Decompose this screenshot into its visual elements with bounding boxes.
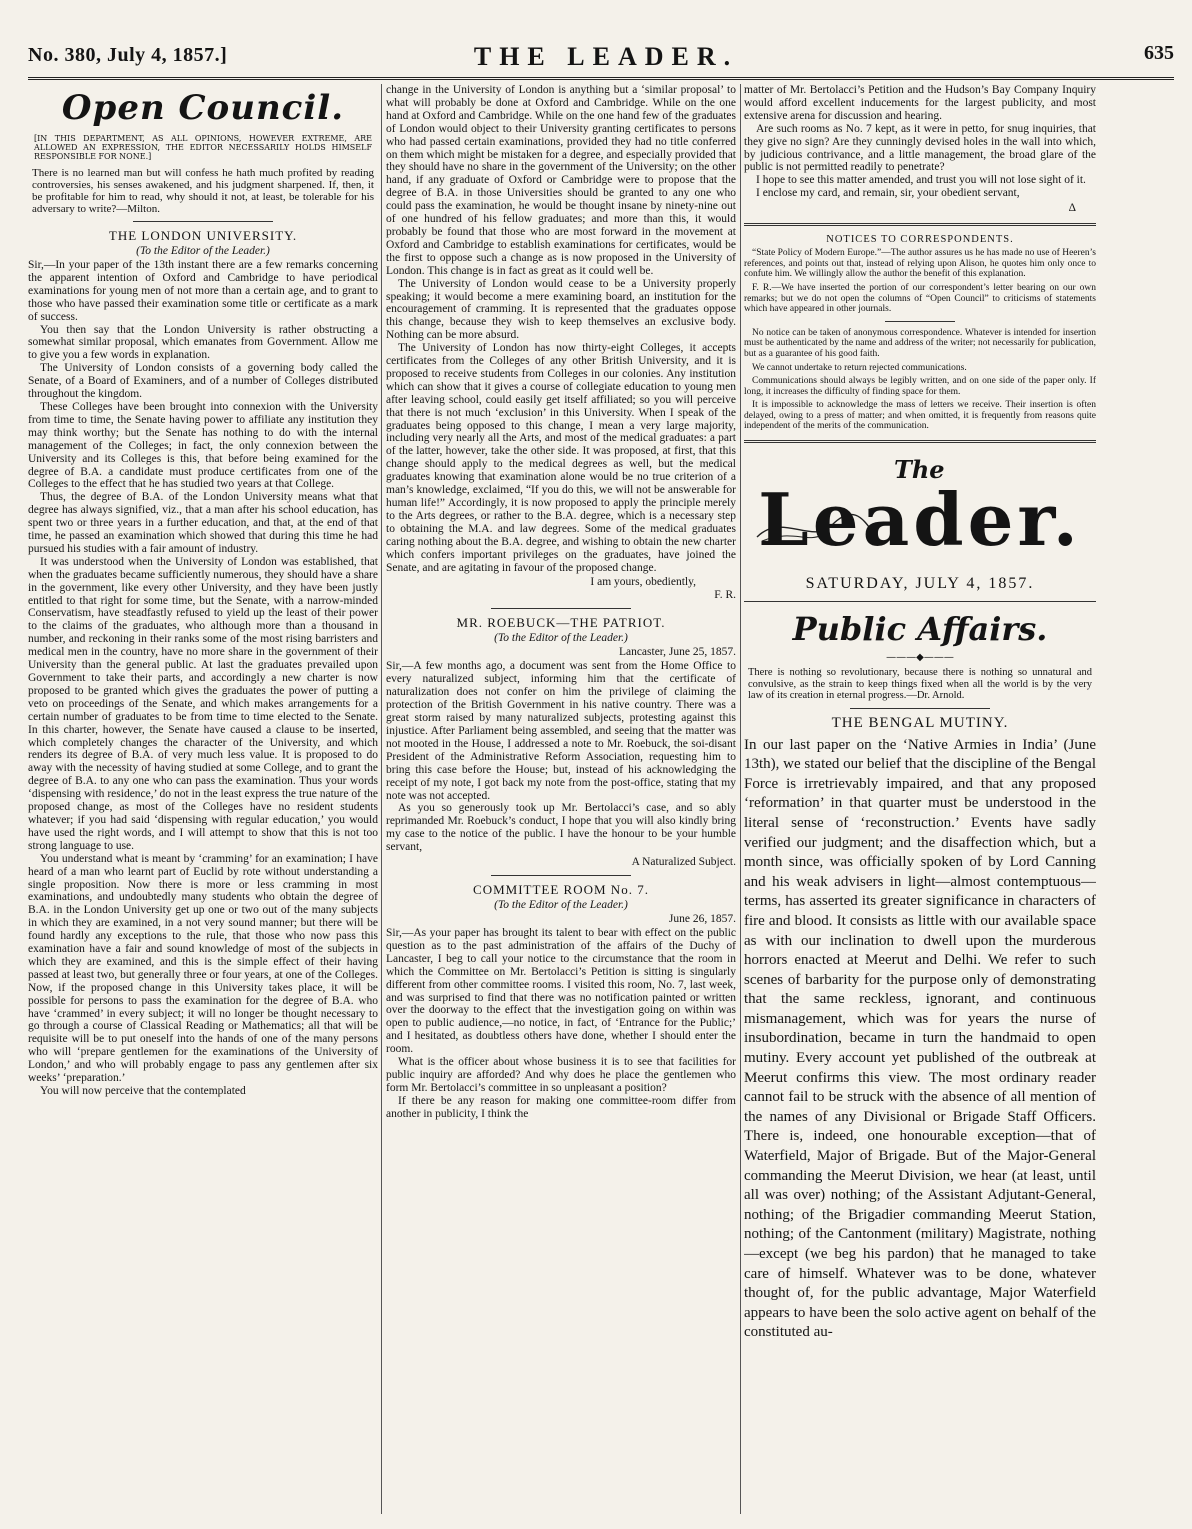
divider [744, 601, 1096, 602]
leader-masthead-logo [744, 453, 1096, 573]
open-council-title: Open Council. [61, 88, 345, 128]
divider [885, 321, 955, 322]
divider [744, 440, 1096, 443]
header-rule [28, 77, 1174, 80]
signature: F. R. [714, 589, 736, 602]
paragraph: Sir,—A few months ago, a document was sent from the Home Office to every naturalized subject, informing him that the certificate of naturalization does not confer on him the privilege of claiming the protection of the British Government in his native country. There was a great storm raised by many naturalized subjects, protesting against this injustice. After Parliament being assembled, and seeing that the matter was not mooted in the House, I addressed a note to Mr. Roebuck, the soi-disant President of the Administrative Reform Association, requesting him to bring this case before the House; but, instead of his acknowledging the receipt of my note, I got back my note from the post-office, stating that my note was not accepted. [386, 660, 736, 802]
divider [491, 608, 631, 609]
paragraph: I enclose my card, and remain, sir, your obedient servant, [756, 187, 1020, 200]
london-university-body [28, 259, 378, 1098]
paragraph: If there be any reason for making one committee-room differ from another in publicity, I think the [386, 1094, 736, 1120]
paragraph: The University of London has now thirty-eight Colleges, it accepts certificates from the Colleges of any other British University, and it is proposed to receive students from Colleges in our colonies. Any institution which can show that it gives a course of collegiate education to young men after leaving school, could easily get itself affiliated; so you will perceive that there is not much ‘exclusion’ in this University. When I speak of the graduates being opposed to this change, I mean a very large majority, including very nearly all the Arts, and most of the medical graduates: a part of the latter, however, take the other side. It was proposed, at first, that this change should apply to the medical degrees as well, but the medical graduates knowing that examination alone would be no true criterion of a man’s knowledge, exclaimed, “If you do this, we will not be answerable for human life!” Accordingly, it is now proposed to apply the principle merely to the Arts degrees, or rather to the B.A. degree, which is a necessary step to obtaining the M.A. and law degrees. Some of the medical graduates caring nothing about the B.A. degree, and wishing to obtain the new charter which confers important privileges on the graduates, have joined the Senate, and are agitating in favour of the proposed change. [386, 342, 736, 574]
paragraph: You understand what is meant by ‘cramming’ for an examination; I have heard of a man who learnt part of Euclid by rote without understanding a single proposition. Now there is more or less cramming in most examinations, and undoubtedly many students who obtain the degree of B.A. in the London University get up one or two out of the many subjects in which they are examined, in a not very sound manner; but there will be found hardly any exceptions to the rule, that those who now pass this examination have a fair and sound knowledge of most of the subjects in which they are examined, and this is the simple effect of their having passed at least two, but generally three or four years, at one of the Colleges. Now, if the proposed change in this University takes place, it will be possible for persons to pass the examination for the degree of B.A. who have ‘crammed’ in every subject; it will no longer be thought necessary to go through a course of Classical Reading or Mathematics; all that will be requisite will be to put oneself into the hands of one of the many persons who will ‘prepare gentlemen for the examinations of the University of London,’ and who will probably engage to pass any gentlemen after six weeks’ ‘preparation.’ [28, 852, 378, 1085]
paragraph: In our last paper on the ‘Native Armies in India’ (June 13th), we stated our belief that the discipline of the Bengal Force is irretrievably impaired, and that any proposed ‘reformation’ in that quarter must be understood in the literal sense of ‘reconstruction.’ Events have sadly verified our judgment; and the disaffection which, but a month since, was officially spoken of by Lord Canning and his weak advisers in light—almost contemptuous—terms, has asserted its greater significance in characters of fire and blood. It consists as little with our available space as with our inclination to dwell upon the murderous horrors enacted at Meerut and Delhi. We refer to such scenes of barbarity for the purpose only of demonstrating that the same reckless, ignorant, and continuous mismanagement, which was for years the nurse of insubordination, became in turn the handmaid to open mutiny. Every account yet published of the outbreak at Meerut confirms this view. The most ordinary reader cannot fail to be struck with the absence of all mention of the names of any Divisional or Brigade Staff Officers. There is, indeed, one honourable exception—that of Waterfield, Major of Brigade. But of the Major-General commanding the Meerut Division, we hear (at least, until all was over) nothing; of the Assistant Adjutant-General, nothing; of the Brigadier commanding Meerut Station, nothing; of the Cantonment (military) Magistrate, nothing—except (we beg his pardon) that he managed to take care of himself. Whatever was to be done, whatever thought of, for the public advantage, Major Waterfield appears to have been the solo active agent on behalf of the constituted au- [744, 736, 1096, 1341]
notice-item: We cannot undertake to return rejected communications. [752, 362, 967, 373]
london-university-heading: THE LONDON UNIVERSITY. [108, 228, 298, 243]
running-title: THE LEADER. [473, 42, 739, 71]
divider [744, 223, 1096, 226]
letter-signoff [386, 856, 736, 869]
committee-dateline: June 26, 1857. [668, 913, 736, 926]
notice-item: Communications should always be legibly written, and on one side of the paper only. If long, it increases the difficulty of finding space for them. [744, 376, 1096, 397]
letter-signoff [386, 576, 736, 602]
paragraph: As you so generously took up Mr. Bertolacci’s case, and so ably reprimanded Mr. Roebuck’s conduct, I hope that you will also kindly bring my case to the notice of the public. I have the honour to be your humble servant, [386, 802, 736, 854]
paragraph: These Colleges have been brought into connexion with the University from time to time, the Senate having power to affiliate any institution they may think worthy; but the Senate has nothing to do with the internal management of the Colleges; in fact, the only connexion between the University and its Colleges is this, that before being examined for the degree of B.A. a candidate must produce certificates from one of the Colleges to the effect that he has studied two years at that College. [28, 400, 378, 491]
divider [491, 875, 631, 876]
notice-item: F. R.—We have inserted the portion of our correspondent’s letter bearing on our own remarks; but we do not open the columns of “Open Council” to criticisms of statements which have appeared in other journals. [744, 282, 1096, 315]
closing: I am yours, obediently, [590, 576, 696, 589]
roebuck-heading: MR. ROEBUCK—THE PATRIOT. [456, 615, 666, 631]
issue-number: No. 380, July 4, 1857.] [28, 44, 228, 66]
divider [133, 221, 273, 222]
notice-item: It is impossible to acknowledge the mass of letters we receive. Their insertion is often delayed, owing to a press of matter; and when omitted, it is frequently from reasons quite independent of the merits of the communication. [744, 400, 1096, 432]
paragraph: The University of London consists of a governing body called the Senate, of a Board of Examiners, and of a number of Colleges distributed throughout the kingdom. [28, 362, 378, 401]
notice-item: “State Policy of Modern Europe.”—The author assures us he has made no use of Heeren’s references, and points out that, instead of relying upon Alison, he quotes him only once to confute him. We willingly allow the author the benefit of this explanation. [744, 248, 1096, 280]
masthead-the: The [894, 455, 945, 485]
paragraph: matter of Mr. Bertolacci’s Petition and the Hudson’s Bay Company Inquiry would afford excellent inducements for the largest publicity, and most extensive arena for discussion and hearing. [744, 84, 1096, 122]
ornament-icon: ———◆——— [886, 652, 954, 664]
signature: Δ [1068, 202, 1076, 215]
paragraph: Sir,—As your paper has brought its talent to bear with effect on the public question as to the past administration of the affairs of the Duchy of Lancaster, I beg to call your notice to the circumstance that the room in which the Committee on Mr. Bertolacci’s Petition is sitting is singularly different from other committee rooms. I visited this room, No. 7, last week, and was surprised to find that there was no notification painted or written over the doorway to the effect that the investigation going on within was open to public audience,—no notice, in fact, of ‘Entrance for the Public;’ and I hesitated, as doubtless others have done, whether I should enter the room. [386, 927, 736, 1056]
divider [850, 708, 991, 709]
letter-signoff [744, 202, 1096, 215]
paragraph: change in the University of London is anything but a ‘similar proposal’ to what will probably be done at Oxford and Cambridge. While on the one hand at Oxford and Cambridge. While on the one hand few of the graduates of London would object to their University granting certificates to persons who had passed certain examinations, provided they had no title conferred on them which might be mistaken for a degree, and especially provided that they should have no share in the government of the University; on the other hand, if any graduate of Oxford or Cambridge were to propose that the degree of B.A. in those Universities should be granted to any one who could pass the examination, he would be thought insane by ninety-nine out of one hundred of his fellow graduates; and more than this, it would probably be found that those who are most forward in the movement at Oxford and Cambridge to establish examinations for certificates, would be the first to oppose such a change as is now proposed in the University of London. This change is in fact as great as it could well be. [386, 84, 736, 277]
committee-sub: (To the Editor of the Leader.) [494, 899, 628, 912]
masthead-word: Leader. [758, 477, 1082, 563]
london-university-sub: (To the Editor of the Leader.) [136, 245, 270, 257]
public-affairs-title: Public Affairs. [792, 610, 1048, 649]
paragraph: It was understood when the University of London was established, that when the graduates became sufficiently numerous, they should have a share in the government, like every other University, and they have been justly entitled to that right for some time, but the Senate, with a narrow-minded Conservatism, have steadfastly refused to yield up the least of their power to the claims of the graduates, who although more than a thousand in number, and reckoning in their ranks some of the most rising barristers and medical men in the country, have no more share in the government of their University than the general public. At last the graduates prevailed upon Government to take their parts, and accordingly a new charter is now proposed to be granted which gives the graduates the power of putting a veto on proceedings of the Senate, and which makes arrangements for a certain number of graduates to be from time to time elected to the Senate. In this charter, however, the Senate have caused a clause to be inserted, which completely changes the character of the University, and which renders its degree of B.A. of very much less value. It is proposed to do away with the necessity of having studied at some College, and to grant the degree of B.A. to any one who can pass the examination. Thus your words ‘dispensing with residence,’ do not in the least express the true nature of the proposed change, as most of the Colleges have no resident students whatever; if you had said ‘dispensing with regular education,’ you would have used the right words, and I will attempt to show that this is not too strong language to use. [28, 555, 378, 852]
paragraph: You then say that the London University is rather obstructing a somewhat similar proposal, which emanates from Government. Allow me to give you a few words in explanation. [28, 323, 378, 362]
london-university-continued [386, 84, 736, 602]
paragraph: I hope to see this matter amended, and trust you will not lose sight of it. [756, 174, 1086, 187]
paragraph: Sir,—In your paper of the 13th instant there are a few remarks concerning the apparent intention of Oxford and Cambridge to have periodical examinations for young men of not more than a certain age, and to grant to those who have passed their examination some title or certificate as a mark of success. [28, 259, 378, 323]
roebuck-dateline: Lancaster, June 25, 1857. [618, 646, 736, 659]
public-affairs-motto: There is nothing so revolutionary, because there is nothing so unnatural and convulsive, as the strain to keep things fixed when all the world is by the very law of its creation in eternal progress.—Dr. Arnold. [748, 667, 1092, 702]
paragraph: Thus, the degree of B.A. of the London University means what that degree has always signified, viz., that a man after his school education, has spent two or three years in a further education, and that, at the end of that time, he passed an examination which showed that during this time he had pursued his studies with a fair amount of industry. [28, 491, 378, 555]
paragraph: The University of London would cease to be a University properly speaking; it would become a mere examining board, an institution for the encouragement of cramming. It is represented that the graduates oppose this change, because they wish to keep themselves an exclusive body. Nothing can be more absurd. [386, 277, 736, 342]
column-3 [744, 84, 1096, 1518]
paragraph: Are such rooms as No. 7 kept, as it were in petto, for snug inquiries, that they give no sign? Are they cunningly devised holes in the wall into which, by judicious contrivance, and a little management, the broad glare of the public is not permitted readily to penetrate? [744, 122, 1096, 174]
committee-heading: COMMITTEE ROOM No. 7. [473, 882, 649, 898]
column-2 [386, 84, 736, 1518]
column-rule-1 [381, 84, 382, 1514]
issue-date: SATURDAY, JULY 4, 1857. [805, 575, 1035, 593]
signature: A Naturalized Subject. [631, 856, 736, 869]
paragraph: You will now perceive that the contemplated [40, 1085, 246, 1097]
column-rule-2 [740, 84, 741, 1514]
page-header [28, 42, 1174, 80]
open-council-motto: There is no learned man but will confess he hath much profited by reading controversies, his senses awakened, and his judgment sharpened. If, then, it be profitable for him to read, why should it not, at least, be tolerable for his adversary to write?—Milton. [32, 167, 374, 215]
paragraph: What is the officer about whose business it is to see that facilities for public inquiry are afforded? And why does he place the gentlemen who form Mr. Bertolacci’s committee in so unpleasant a position? [386, 1056, 736, 1094]
roebuck-sub: (To the Editor of the Leader.) [494, 632, 628, 645]
notice-item: No notice can be taken of anonymous correspondence. Whatever is intended for insertion must be authenticated by the name and address of the writer; not necessarily for publication, but as a guarantee of his good faith. [744, 327, 1096, 359]
column-1 [28, 84, 378, 1518]
bengal-heading: THE BENGAL MUTINY. [831, 714, 1009, 731]
notices-heading: NOTICES TO CORRESPONDENTS. [826, 234, 1014, 246]
open-council-prelude: [IN THIS DEPARTMENT, AS ALL OPINIONS, HOWEVER EXTREME, ARE ALLOWED AN EXPRESSION, THE EDITOR NECESSARILY HOLDS HIMSELF RESPONSIBLE FOR NONE.] [34, 134, 372, 161]
page-number: 635 [1144, 42, 1174, 64]
